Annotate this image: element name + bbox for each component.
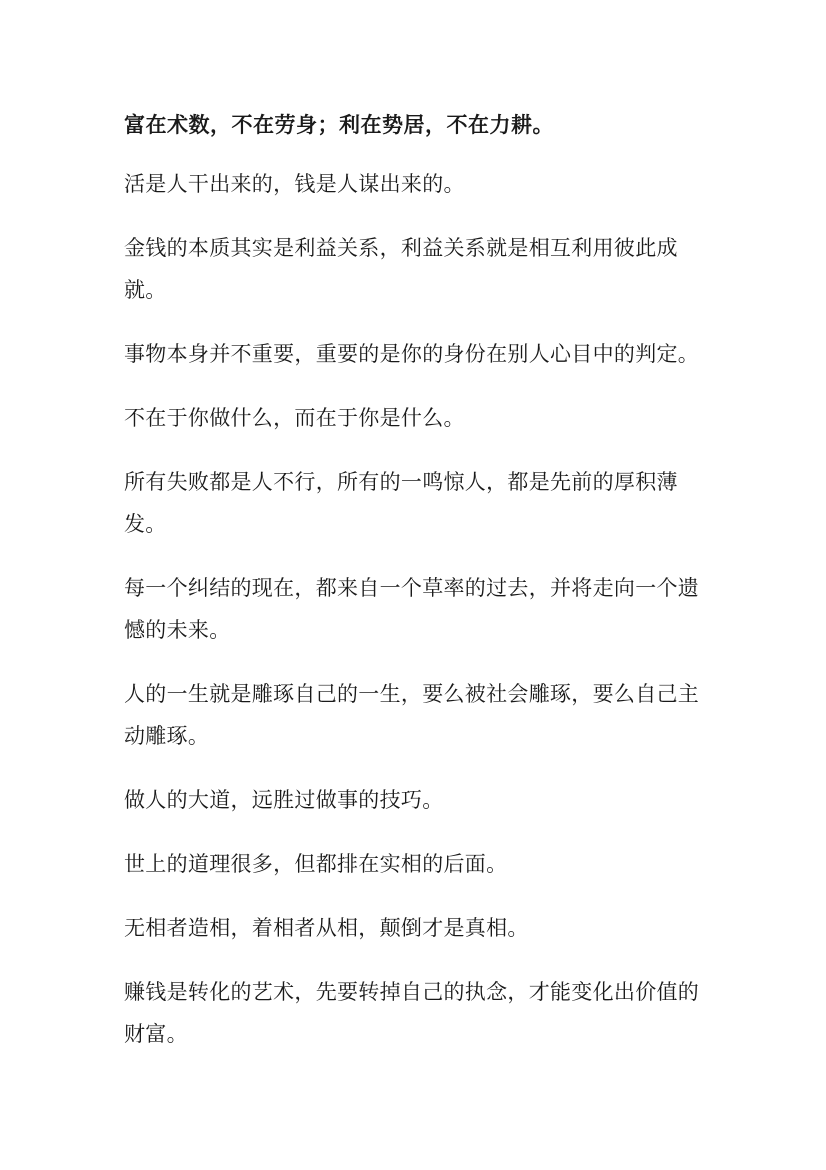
paragraph: 活是人干出来的，钱是人谋出来的。 xyxy=(124,172,465,196)
document-heading: 富在术数，不在劳身；利在势居，不在力耕。 xyxy=(124,113,554,137)
document-body xyxy=(124,104,714,1077)
paragraph: 金钱的本质其实是利益关系，利益关系就是相互利用彼此成就。 xyxy=(124,236,678,302)
paragraph: 人的一生就是雕琢自己的一生，要么被社会雕琢，要么自己主动雕琢。 xyxy=(124,682,700,748)
paragraph: 赚钱是转化的艺术，先要转掉自己的执念，才能变化出价值的财富。 xyxy=(124,980,700,1046)
paragraph: 做人的大道，远胜过做事的技巧。 xyxy=(124,788,444,812)
paragraph: 无相者造相，着相者从相，颠倒才是真相。 xyxy=(124,916,529,940)
paragraph: 不在于你做什么，而在于你是什么。 xyxy=(124,406,465,430)
paragraph: 事物本身并不重要，重要的是你的身份在别人心目中的判定。 xyxy=(124,342,700,366)
paragraph: 世上的道理很多，但都排在实相的后面。 xyxy=(124,852,508,876)
paragraph: 每一个纠结的现在，都来自一个草率的过去，并将走向一个遗憾的未来。 xyxy=(124,576,700,642)
paragraph: 所有失败都是人不行，所有的一鸣惊人，都是先前的厚积薄发。 xyxy=(124,470,678,536)
